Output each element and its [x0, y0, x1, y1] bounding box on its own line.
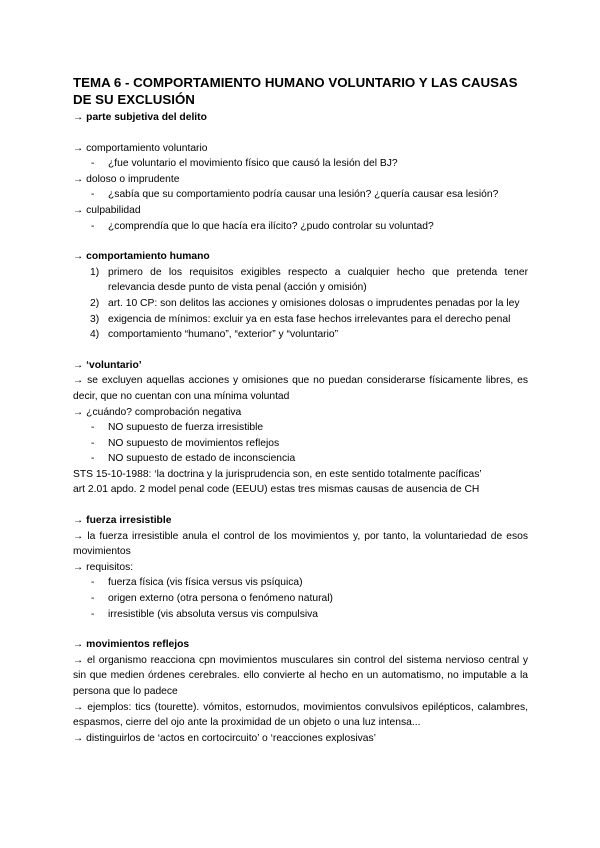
section-heading-voluntario: → ‘voluntario’ — [73, 359, 142, 371]
paragraph: art 2.01 apdo. 2 model penal code (EEUU) estas tres mismas causas de ausencia de CH — [73, 484, 480, 496]
paragraph: → el organismo reacciona cpn movimientos musculares sin control del sistema nervioso central y sin que medien órdenes cerebrales. ello convierte al hecho en un automatismo, no imputable a la persona que lo padece — [73, 654, 528, 697]
list-item: - ¿sabía que su comportamiento podría causar una lesión? ¿quería causar esa lesión? — [91, 189, 499, 201]
section-heading-comportamiento-humano: → comportamiento humano — [73, 251, 210, 263]
list-item: - fuerza física (vis física versus vis psíquica) — [91, 577, 303, 589]
list-culpabilidad — [73, 219, 528, 235]
list-doloso-imprudente — [73, 187, 528, 203]
line-comportamiento-voluntario: → comportamiento voluntario — [73, 142, 208, 154]
list-comportamiento-voluntario — [73, 156, 528, 172]
list-comprobacion-negativa — [73, 420, 528, 467]
paragraph: STS 15-10-1988: ‘la doctrina y la jurisprudencia son, en este sentido totalmente pacíficas’ — [73, 468, 482, 480]
spacer — [73, 126, 528, 141]
list-item: - irresistible (vis absoluta versus vis compulsiva — [91, 608, 319, 620]
spacer — [73, 622, 528, 637]
list-item: - origen externo (otra persona o fenómeno natural) — [91, 593, 333, 605]
list-item: 2) art. 10 CP: son delitos las acciones y omisiones dolosas o imprudentes penadas por la ley — [90, 297, 520, 309]
spacer — [73, 234, 528, 249]
spacer — [73, 498, 528, 513]
list-item: - ¿comprendía que lo que hacía era ilícito? ¿pudo controlar su voluntad? — [91, 220, 434, 232]
list-item: - ¿fue voluntario el movimiento físico que causó la lesión del BJ? — [91, 158, 398, 170]
paragraph: → la fuerza irresistible anula el control de los movimientos y, por tanto, la voluntariedad de esos movimientos — [73, 530, 528, 558]
paragraph: → distinguirlos de ‘actos en cortocircuito’ o ‘reacciones explosivas’ — [73, 732, 376, 744]
paragraph: → ejemplos: tics (tourette). vómitos, estornudos, movimientos convulsivos epilépticos, calambres, espasmos, cierre del ojo ante la proximidad de un objeto o una luz intensa... — [73, 701, 528, 729]
paragraph: → requisitos: — [73, 561, 134, 573]
list-item: - NO supuesto de estado de inconsciencia — [91, 453, 296, 465]
list-item: - NO supuesto de movimientos reflejos — [91, 437, 280, 449]
section-heading-fuerza-irresistible: → fuerza irresistible — [73, 515, 172, 527]
list-item: 4) comportamiento “humano”, “exterior” y “voluntario” — [90, 329, 339, 341]
paragraph: → se excluyen aquellas acciones y omisiones que no puedan considerarse físicamente libres, es decir, que no cuentan con una mínima voluntad — [73, 375, 528, 402]
list-item: 1) primero de los requisitos exigibles respecto a cualquier hecho que pretenda tener relevancia desde punto de vista penal (acción y omisión) — [90, 266, 528, 294]
list-requisitos — [73, 575, 528, 622]
list-item: 3) exigencia de mínimos: excluir ya en esta fase hechos irrelevantes para el derecho penal — [90, 313, 511, 325]
document-page — [73, 75, 528, 746]
spacer — [73, 343, 528, 358]
document-title: TEMA 6 - COMPORTAMIENTO HUMANO VOLUNTARIO Y LAS CAUSAS DE SU EXCLUSIÓN — [73, 75, 518, 107]
list-item: - NO supuesto de fuerza irresistible — [91, 422, 264, 434]
line-culpabilidad: → culpabilidad — [73, 204, 141, 216]
section-heading-movimientos-reflejos: → movimientos reflejos — [73, 639, 190, 651]
numbered-list-comportamiento-humano — [73, 265, 528, 343]
paragraph: → ¿cuándo? comprobación negativa — [73, 406, 242, 418]
section-heading-parte-subjetiva: → parte subjetiva del delito — [73, 112, 207, 123]
line-doloso-imprudente: → doloso o imprudente — [73, 173, 180, 185]
